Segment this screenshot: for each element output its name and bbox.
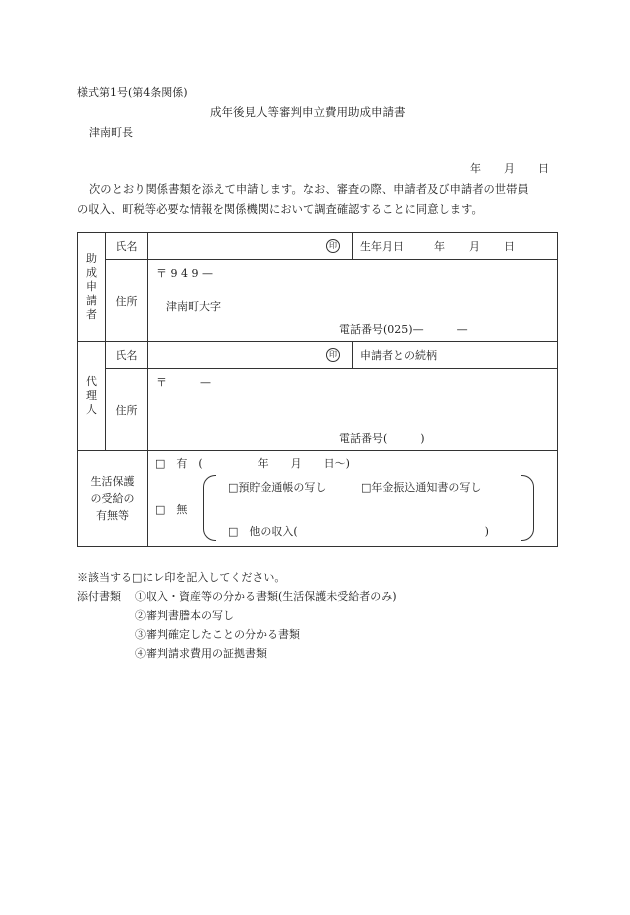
applicant-address-field[interactable] xyxy=(148,260,558,342)
agent-address-label: 住所 xyxy=(106,369,148,451)
other-income-checkbox[interactable]: □ 他の収入( ) xyxy=(228,525,489,538)
agent-section-label: 代 理 人 xyxy=(78,342,106,451)
attachments-list xyxy=(77,587,397,663)
applicant-name-label: 氏名 xyxy=(106,233,148,260)
intro-line: 次のとおり関係書類を添えて申請します。なお、審査の際、申請者及び申請者の世帯員 xyxy=(89,183,529,196)
phone-number: 電話番号(025)— — xyxy=(339,323,468,336)
document-title: 成年後見人等審判申立費用助成申請書 xyxy=(210,105,406,119)
applicant-name-field[interactable] xyxy=(148,233,353,260)
agent-address-field[interactable] xyxy=(148,369,558,451)
welfare-yes-checkbox[interactable]: □ 有 ( 年 月 日〜) xyxy=(155,457,350,470)
right-brace xyxy=(521,475,534,541)
checkbox-note: ※該当する□にレ印を記入してください。 xyxy=(77,571,286,584)
applicant-birthdate-field[interactable]: 生年月日 年 月 日 xyxy=(353,233,558,260)
attachment-item: ②審判書謄本の写し xyxy=(135,609,234,622)
attachment-item: ①収入・資産等の分かる書類(生活保護未受給者のみ) xyxy=(135,590,397,603)
postal-code: 〒 9 4 9 — xyxy=(156,267,213,280)
attachments-label: 添付書類 xyxy=(77,590,121,603)
left-brace xyxy=(203,475,216,541)
intro-line: の収入、町税等必要な情報を関係機関において調査確認することに同意します。 xyxy=(77,203,483,216)
attachment-item: ④審判請求費用の証拠書類 xyxy=(135,647,267,660)
relation-label: 申請者との続柄 xyxy=(360,349,437,362)
welfare-no-checkbox[interactable]: □ 無 xyxy=(155,503,188,516)
agent-relation-field[interactable] xyxy=(353,342,558,369)
addressee: 津南町長 xyxy=(89,126,133,139)
bankbook-copy-checkbox[interactable]: □預貯金通帳の写し xyxy=(228,481,327,494)
birthdate-label: 生年月日 xyxy=(360,240,404,253)
agent-name-label: 氏名 xyxy=(106,342,148,369)
intro-text xyxy=(77,180,529,220)
seal-icon: 印 xyxy=(326,239,340,253)
agent-name-field[interactable] xyxy=(148,342,353,369)
welfare-status-field[interactable] xyxy=(148,451,558,547)
seal-icon: 印 xyxy=(326,348,340,362)
pension-notice-checkbox[interactable]: □年金振込通知書の写し xyxy=(361,481,482,494)
application-date[interactable] xyxy=(470,160,549,176)
application-form-table xyxy=(77,232,558,547)
date-year: 年 xyxy=(470,162,481,175)
attachment-item: ③審判確定したことの分かる書類 xyxy=(135,628,300,641)
phone-number: 電話番号( ) xyxy=(339,432,425,445)
welfare-label: 生活保護 の受給の 有無等 xyxy=(78,451,148,547)
date-month: 月 xyxy=(504,162,515,175)
postal-code: 〒 — xyxy=(156,376,211,389)
form-number: 様式第1号(第4条関係) xyxy=(77,86,188,99)
date-day: 日 xyxy=(538,162,549,175)
applicant-address-label: 住所 xyxy=(106,260,148,342)
applicant-section-label: 助 成 申 請 者 xyxy=(78,233,106,342)
address-town: 津南町大字 xyxy=(166,300,221,313)
